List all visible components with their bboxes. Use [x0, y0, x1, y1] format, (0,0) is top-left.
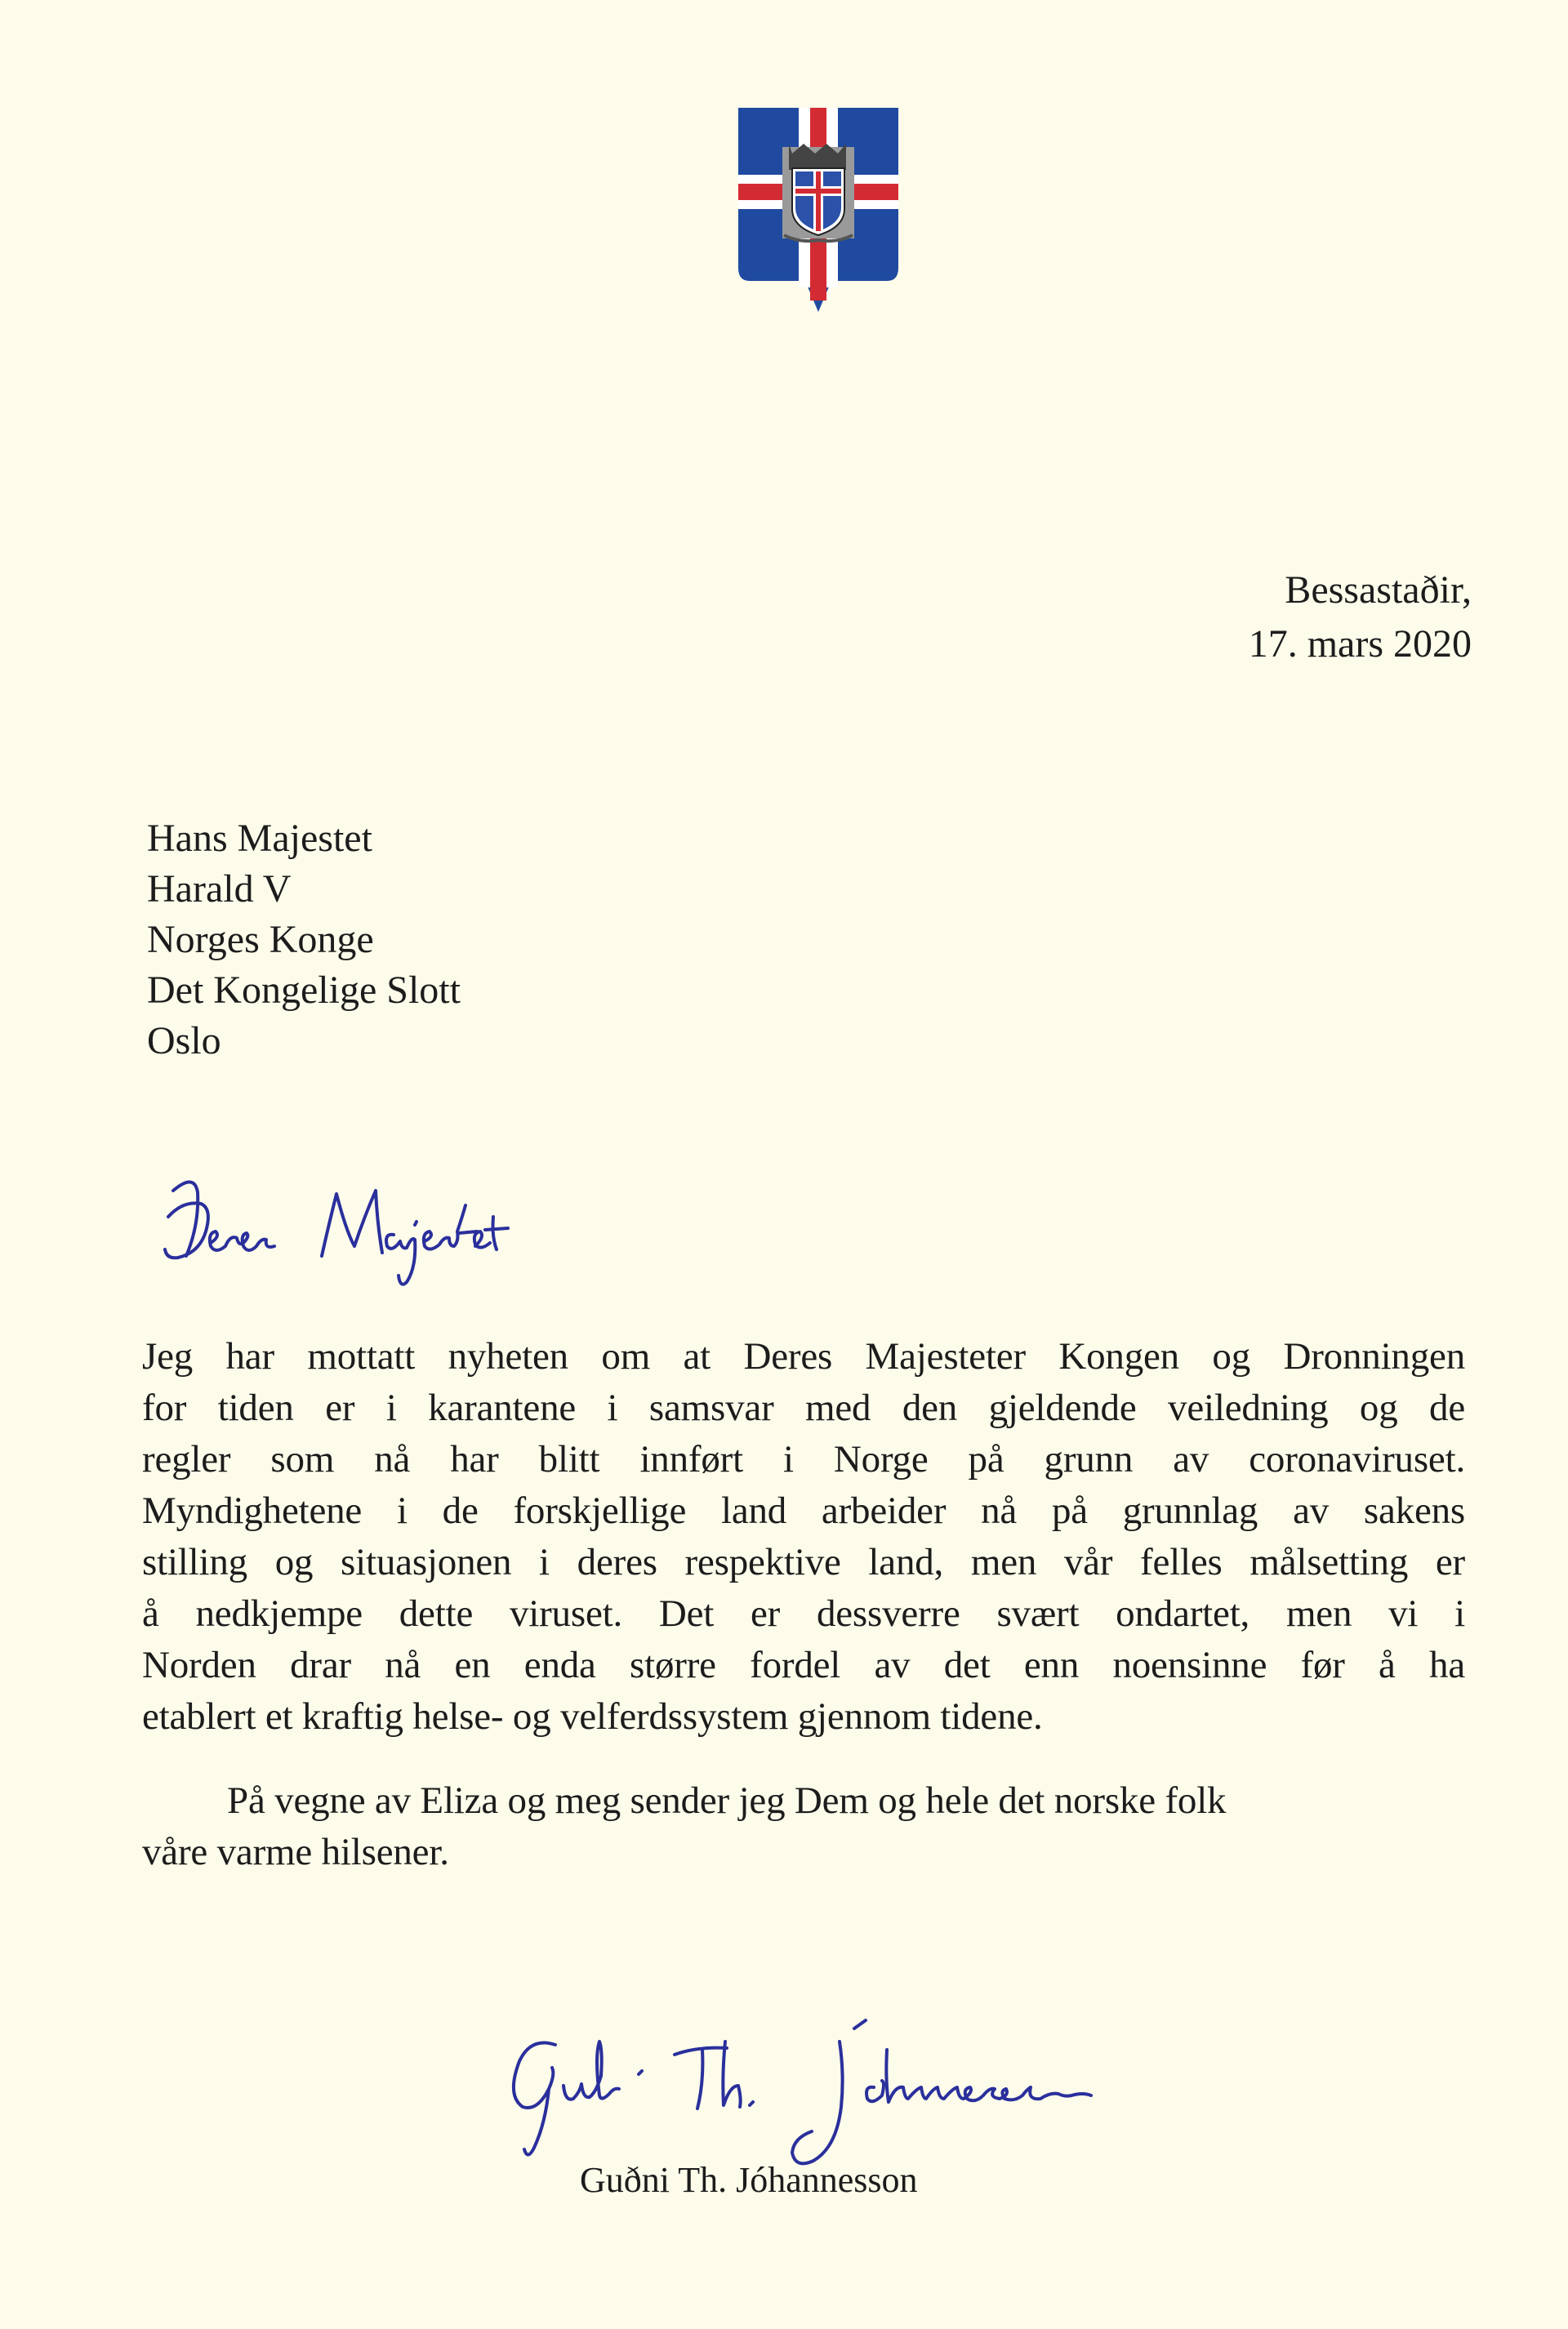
place-and-date — [1249, 563, 1472, 671]
icelandic-coat-of-arms-icon — [735, 105, 902, 315]
body-line: Norden drar nå en enda større fordel av det enn noensinne før å ha — [142, 1644, 1465, 1686]
date: 17. mars 2020 — [1248, 622, 1472, 666]
signer-name: Guðni Th. Jóhannesson — [580, 2160, 918, 2200]
handwritten-salutation — [162, 1168, 603, 1290]
body-line: stilling og situasjonen i deres respektive land, men vår felles målsetting er — [142, 1541, 1465, 1583]
address-line: Norges Konge — [147, 918, 374, 961]
body-line: Jeg har mottatt nyheten om at Deres Majesteter Kongen og Dronningen — [142, 1335, 1465, 1378]
body-line: våre varme hilsener. — [142, 1831, 449, 1873]
paragraph-1 — [142, 1331, 1465, 1743]
letter-body — [142, 1331, 1465, 1878]
address-line: Harald V — [147, 867, 292, 911]
body-line: Myndighetene i de forskjellige land arbeider nå på grunnlag av sakens — [142, 1490, 1465, 1532]
body-line: etablert et kraftig helse- og velferdssystem gjennom tidene. — [142, 1695, 1043, 1738]
address-line: Det Kongelige Slott — [147, 969, 461, 1012]
place: Bessastaðir, — [1285, 568, 1472, 612]
body-line: å nedkjempe dette viruset. Det er dessverre svært ondartet, men vi i — [142, 1592, 1465, 1635]
recipient-address — [147, 813, 461, 1067]
address-line: Oslo — [147, 1019, 221, 1062]
body-line: for tiden er i karantene i samsvar med den gjeldende veiledning og de — [142, 1387, 1465, 1429]
body-line: På vegne av Eliza og meg sender jeg Dem og hele det norske folk — [227, 1779, 1227, 1822]
address-line: Hans Majestet — [147, 817, 372, 860]
body-line: regler som nå har blitt innført i Norge på grunn av coronaviruset. — [142, 1438, 1465, 1481]
paragraph-2 — [142, 1775, 1465, 1878]
